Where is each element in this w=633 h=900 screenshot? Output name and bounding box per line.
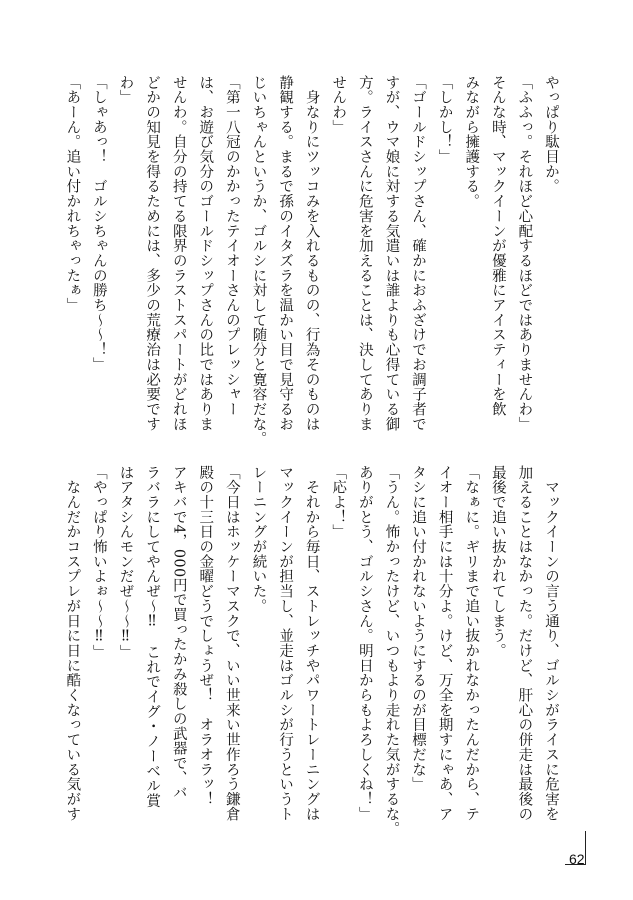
text-line: ラバラにしてやんぜ〜‼ これでイグ・ノーベル賞	[144, 465, 161, 809]
text-line: なんだかコスプレが日に日に酷くなっている気がす	[64, 465, 81, 822]
text-line: 身なりにツッコみを入れるものの、行為そのものは	[303, 75, 320, 432]
text-line: 「しゃあっ！ ゴルシちゃんの勝ち〜〜！」	[90, 75, 107, 372]
text-line: せんわ。自分の持てる限界のラストスパートがどれほ	[170, 75, 187, 432]
text-line: そんな時、マックイーンが優雅にアイスティーを飲	[489, 75, 506, 417]
text-line: 方。ライスさんに危害を加えることは、決してありま	[356, 75, 373, 432]
text-line: やっぱり駄目か。	[543, 75, 559, 194]
text-line: 最後で追い抜かれてしまう。	[489, 465, 506, 659]
text-line: はアタシんモンだぜ〜〜‼」	[117, 465, 134, 660]
text-line: 「応よ！」	[330, 465, 347, 540]
text-line: マックイーンの言う通り、ゴルシがライスに危害を	[543, 465, 559, 822]
text-line: 「なぁに。ギリまで追い抜かれなかったんだから、テ	[463, 465, 480, 822]
text-line: ありがとう、ゴルシさん。明日からもよろしくね！」	[356, 465, 373, 822]
text-line: 「今日はホッケーマスクで、いい世来い世作ろう鎌倉	[223, 465, 240, 822]
text-line: 「第一八冠のかかったテイオーさんのプレッシャー	[223, 75, 240, 417]
text-line: 「やっぱり怖いよぉ〜〜‼」	[90, 465, 107, 660]
text-line: それから毎日、ストレッチやパワートレーニングは	[303, 465, 320, 822]
text-line: 加えることはなかった。だけど、肝心の併走は最後の	[516, 465, 533, 822]
text-line: は、お遊び気分のゴールドシップさんの比ではありま	[197, 75, 214, 432]
text-line: 「しかし！」	[436, 75, 453, 165]
text-line: レーニングが続いた。	[250, 465, 267, 614]
text-line: 「あーん。追い付かれちゃったぁ」	[64, 75, 81, 313]
text-line: 「ふふっ。それほど心配するほどではありませんわ」	[516, 75, 533, 432]
text-line: 静観する。まるで孫のイタズラを温かい目で見守るお	[277, 75, 294, 432]
text-line: 殿の十三日の金曜どうでしょうぜ！ オラオラッ！	[197, 465, 214, 807]
text-line: アキバで4，000円で買ったかみ殺しの武器で、バ	[170, 465, 187, 801]
text-line: イオー相手には十分よ。けど、万全を期すにゃあ、ア	[436, 465, 453, 822]
text-line: みながら擁護する。	[463, 75, 480, 209]
page-number-rule-vertical	[585, 831, 586, 865]
text-line: タシに追い付かれないようにするのが目標だな」	[410, 465, 427, 792]
text-line: どかの知見を得るためには、多少の荒療治は必要です	[144, 75, 161, 432]
text-line: マックイーンが担当し、並走はゴルシが行うというト	[277, 465, 294, 822]
bottom-text-column	[59, 465, 564, 845]
text-line: せんわ」	[330, 75, 347, 135]
page-number: 62	[569, 851, 585, 867]
top-text-column	[59, 75, 564, 450]
text-line: じいちゃんというか、ゴルシに対して随分と寛容だな。	[250, 75, 267, 447]
text-line: わ」	[117, 75, 134, 105]
text-line: 「うん。怖かったけど、いつもより走れた気がするな。	[383, 465, 400, 837]
text-line: 「ゴールドシップさん、確かにおふざけでお調子者で	[410, 75, 427, 432]
text-line: すが、ウマ娘に対する気遣いは誰よりも心得ている御	[383, 75, 400, 432]
